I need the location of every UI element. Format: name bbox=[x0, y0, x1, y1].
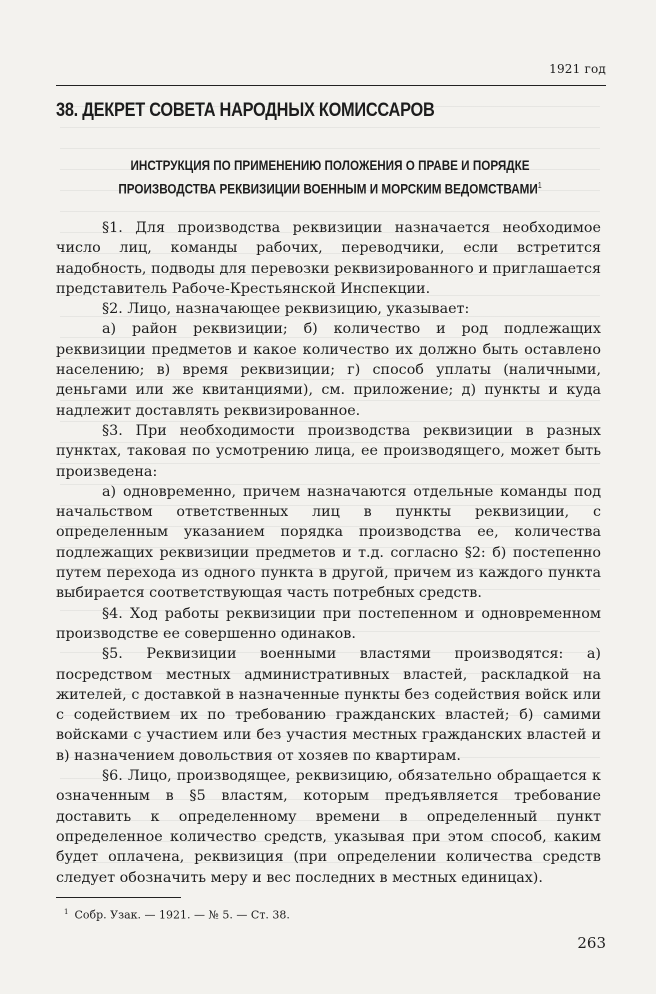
document-subtitle bbox=[60, 156, 600, 200]
body-text bbox=[56, 218, 601, 888]
paragraph-3: а) район реквизиции; б) количество и род подлежащих реквизиции предметов и какое количество их должно быть оставлено населению; в) время реквизиции; г) способ уплаты (наличными, деньгами или же квитанциями), см. приложение; д) пункты и куда надлежит доставлять реквизированное. bbox=[56, 321, 601, 419]
paragraph-6: §4. Ход работы реквизиции при постепенном и одновременном производстве ее совершенно одинаков. bbox=[56, 605, 601, 642]
paragraph-7: §5. Реквизиции военными властями производятся: а) посредством местных административных властей, раскладкой на жителей, с доставкой в назначенные пункты без содействия войск или с содействием их по требованию гражданских властей; б) самими войсками с участием или без участия местных гражданских властей и в) назначением довольствия от хозяев по квартирам. bbox=[56, 646, 601, 764]
footnote-mark: 1 bbox=[64, 908, 69, 916]
subtitle-line-1: ИНСТРУКЦИЯ ПО ПРИМЕНЕНИЮ ПОЛОЖЕНИЯ О ПРАВЕ И ПОРЯДКЕ bbox=[130, 158, 530, 173]
footnote-rule bbox=[56, 897, 181, 898]
page-number: 263 bbox=[577, 934, 606, 952]
paragraph-2: §2. Лицо, назначающее реквизицию, указывает: bbox=[102, 301, 470, 318]
subtitle-footnote-mark: 1 bbox=[537, 181, 542, 190]
footnote bbox=[64, 908, 290, 922]
running-head: 1921 год bbox=[549, 62, 606, 76]
footnote-text: Собр. Узак. — 1921. — № 5. — Ст. 38. bbox=[74, 908, 290, 922]
document-title: 38. ДЕКРЕТ СОВЕТА НАРОДНЫХ КОМИССАРОВ bbox=[56, 100, 435, 121]
paragraph-8: §6. Лицо, производящее, реквизицию, обязательно обращается к означенным в §5 властям, которым предъявляется требование доставить к определенному времени в определенный пункт определенное количество средств, указывая при этом способ, каким будет оплачена, реквизиция (при определении количества средств следует обозначить меру и вес последних в местных единицах). bbox=[56, 768, 601, 886]
paragraph-1: §1. Для производства реквизиции назначается необходимое число лиц, команды рабочих, переводчики, если встретится надобность, подводы для перевозки реквизированного и приглашается представитель Рабоче-Крестьянской Инспекции. bbox=[56, 220, 601, 297]
paragraph-4: §3. При необходимости производства реквизиции в разных пунктах, таковая по усмотрению лица, ее производящего, может быть произведена: bbox=[56, 422, 601, 480]
header-rule bbox=[56, 85, 606, 86]
subtitle-line-2 bbox=[98, 176, 562, 200]
subtitle-line-2-text: ПРОИЗВОДСТВА РЕКВИЗИЦИИ ВОЕННЫМ И МОРСКИМ ВЕДОМСТВАМИ bbox=[118, 181, 538, 197]
paragraph-5: а) одновременно, причем назначаются отдельные команды под начальством ответственных лиц в пункты реквизиции, с определенным указанием порядка производства ее, количества подлежащих реквизиции предметов и т.д. согласно §2: б) постепенно путем перехода из одного пункта в другой, причем из каждого пункта выбирается соответствующая часть потребных средств. bbox=[56, 483, 601, 602]
